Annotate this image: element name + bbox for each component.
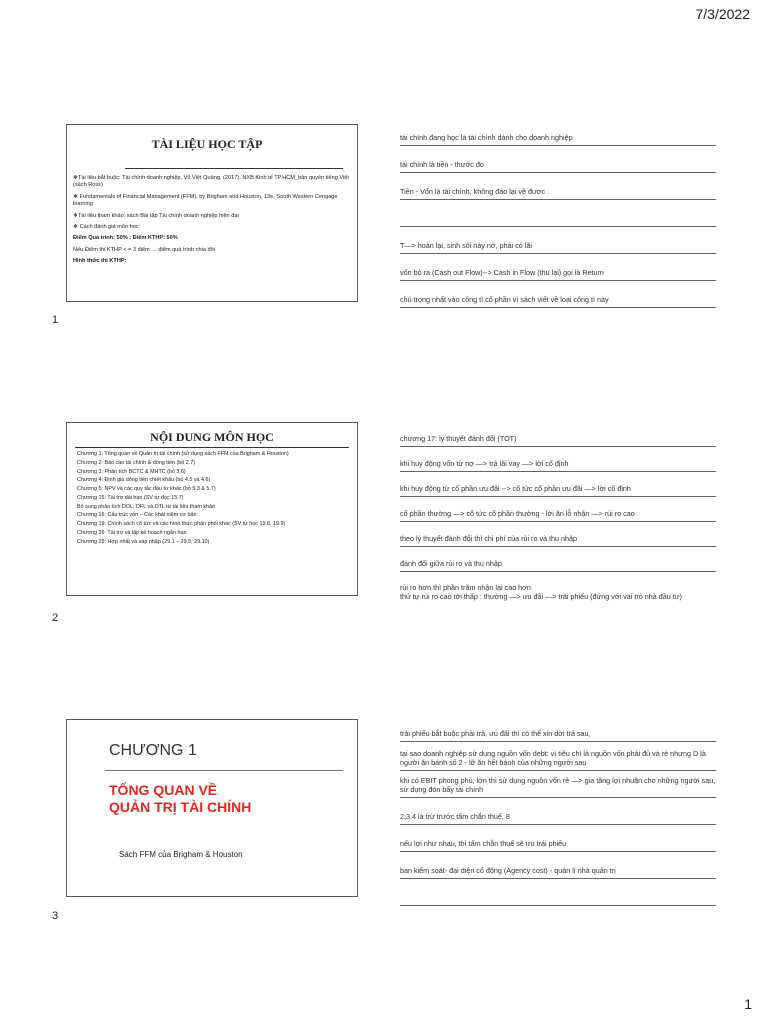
slide-1-line: Điểm Quá trình: 50% ; Điểm KTHP: 50% [73, 235, 178, 242]
chapter-title: CHƯƠNG 1 [109, 742, 197, 759]
slide-2-title: NỘI DUNG MÔN HỌC [150, 430, 274, 444]
chapter-item: Chương 1: Tổng quan về Quản trị tài chính (sử dụng sách FFM của Brigham & Houston) [77, 451, 289, 457]
note-line: vốn bỏ ra (Cash out Flow)--> Cash in Flow (thu lại) gọi là Return [400, 254, 716, 281]
note-line: khi huy động từ cổ phần ưu đãi --> cổ tức cổ phần ưu đãi —> lời cố định [400, 472, 716, 497]
page-number: 1 [744, 996, 752, 1012]
chapter-item: Chương 4: Định giá dòng tiền chiết khấu (bỏ 4.5 và 4.6) [77, 477, 211, 484]
chapter-item: Chương 19: Chính sách cổ tức và các hình thức phân phối khác (SV tự học 19.8, 19.9) [77, 521, 286, 528]
note-line [400, 879, 716, 906]
slide-1-line: Nếu Điểm thi KTHP < = 3 điểm → điểm quá trình chia đôi [73, 246, 215, 253]
note-line: chương 17: lý thuyết đánh đổi (TOT) [400, 424, 716, 447]
slide-1-title: TÀI LIỆU HỌC TẬP [151, 137, 263, 151]
slide-1-line: ❖Tài liệu tham khảo: sách Bài tập Tài chính doanh nghiệp hiện đại [73, 212, 239, 219]
chapter-heading-line: QUẢN TRỊ TÀI CHÍNH [109, 799, 252, 815]
chapter-item: Chương 26: Tài trợ và lập kế hoạch ngắn hạn [77, 530, 187, 537]
slide-1-line: ❖Tài liệu bắt buộc: Tài chính doanh nghiệp, Vũ Việt Quảng, (2017). NXB Kinh tế TP.HCM_bản quyền tiếng Việt (sách Ross) [73, 175, 349, 189]
slide-3 [66, 719, 358, 897]
chapter-item: Bổ sung phân tích DOL, DFL và DTL từ tài liệu tham khảo [77, 503, 216, 510]
chapter-item: Chương 2: Báo cáo tài chính & dòng tiền (bỏ 2.7) [77, 459, 196, 466]
note-line: rủi ro hơn thì phần trăm nhận lại cao hơn thứ tự rủi ro cao tới thấp : thường —> ưu đãi —> trái phiếu (đứng với vai trò nhà đầu tư) [400, 583, 682, 601]
slide-1-body [73, 175, 349, 270]
slide-2-body [77, 451, 349, 548]
slide-number: 2 [52, 612, 59, 624]
divider [125, 168, 343, 169]
note-line: 2,3,4 là trừ trước tấm chắn thuế, 8 [400, 798, 716, 825]
slide-1-line: ❖ Cách đánh giá môn học: [73, 224, 141, 231]
slide-2 [66, 422, 358, 596]
notes-2 [400, 424, 716, 604]
note-line: tại sao doanh nghiệp sử dụng nguồn vốn debt: vì tiêu chí là nguồn vốn phải đủ và rẻ nhưng D là người ăn bánh số 2 - lỡ ăn hết bánh của những người sau [400, 742, 716, 771]
notes-3 [400, 720, 716, 906]
note-line: T—> hoàn lại, sinh sôi nảy nở, phải có lãi [400, 227, 716, 254]
slide-1 [66, 124, 358, 302]
chapter-item: Chương 16: Cấu trúc vốn – Các khái niệm cơ bản [77, 512, 197, 519]
slide-number: 1 [52, 314, 59, 326]
note-line: cổ phần thường —> cổ tức cổ phần thường - lời ăn lỗ nhận —> rủi ro cao [400, 497, 716, 522]
note-line: khi có EBIT phong phú, lớn thì sử dụng nguồn vốn rẻ —> gia tăng lợi nhuận cho những người sau, sử dụng đòn bẩy tài chính [400, 771, 716, 798]
slide-1-line: ❖ Fundamentals of Financial Management (FFM), by Brigham and Houston, 13e, South Western Cengage learning [73, 193, 338, 208]
chapter-item: Chương 15: Tài trợ dài hạn (SV tự đọc 15.7) [77, 494, 184, 501]
chapter-heading-line: TỔNG QUAN VỀ [109, 782, 218, 798]
note-line: theo lý thuyết đánh đổi thì chi phí của rủi ro và thu nhập [400, 522, 716, 547]
notes-1 [400, 124, 716, 308]
note-line: Tiền - Vốn là tài chính, không đảo lại về được [400, 173, 716, 200]
divider [75, 447, 349, 448]
chapter-item: Chương 3: Phân tích BCTC & MHTC (bỏ 3.6) [77, 468, 186, 475]
chapter-item: Chương 29: Hợp nhất và sáp nhập (29.1 – 29.5; 29.10) [77, 538, 210, 545]
note-line: ban kiểm soát- đại diện cổ đông (Agency cost) - quản lí nhà quản trị [400, 852, 716, 879]
note-line: trái phiếu bắt buộc phải trả, ưu đãi thì có thể xin dời trả sau, [400, 720, 716, 742]
slide-1-line: Hình thức thi KTHP: [73, 258, 127, 265]
page-date: 7/3/2022 [695, 6, 750, 22]
note-line: tài chính là tiền - thước đo [400, 146, 716, 173]
chapter-item: Chương 5: NPV và các quy tắc đầu tư khác (bỏ 5.3 & 5.7) [77, 486, 216, 493]
note-line: chú trọng nhất vào công tì cổ phần vì sách viết về loại công tì này [400, 281, 716, 308]
note-line: tài chính đang học là tài chính dành cho doanh nghiệp [400, 124, 716, 146]
note-line: đánh đổi giữa rủi ro và thu nhập [400, 547, 716, 572]
note-line: khi huy động vốn từ nợ —> trả lãi vay —> lời cố định [400, 447, 716, 472]
chapter-heading [109, 782, 251, 816]
divider [105, 770, 343, 771]
note-line [400, 200, 716, 227]
chapter-subtitle: Sách FFM của Brigham & Houston [119, 850, 243, 859]
slide-number: 3 [52, 910, 59, 922]
note-line: nếu lợi như nhau, thì tấm chắn thuế sẽ ưu trái phiếu [400, 825, 716, 852]
